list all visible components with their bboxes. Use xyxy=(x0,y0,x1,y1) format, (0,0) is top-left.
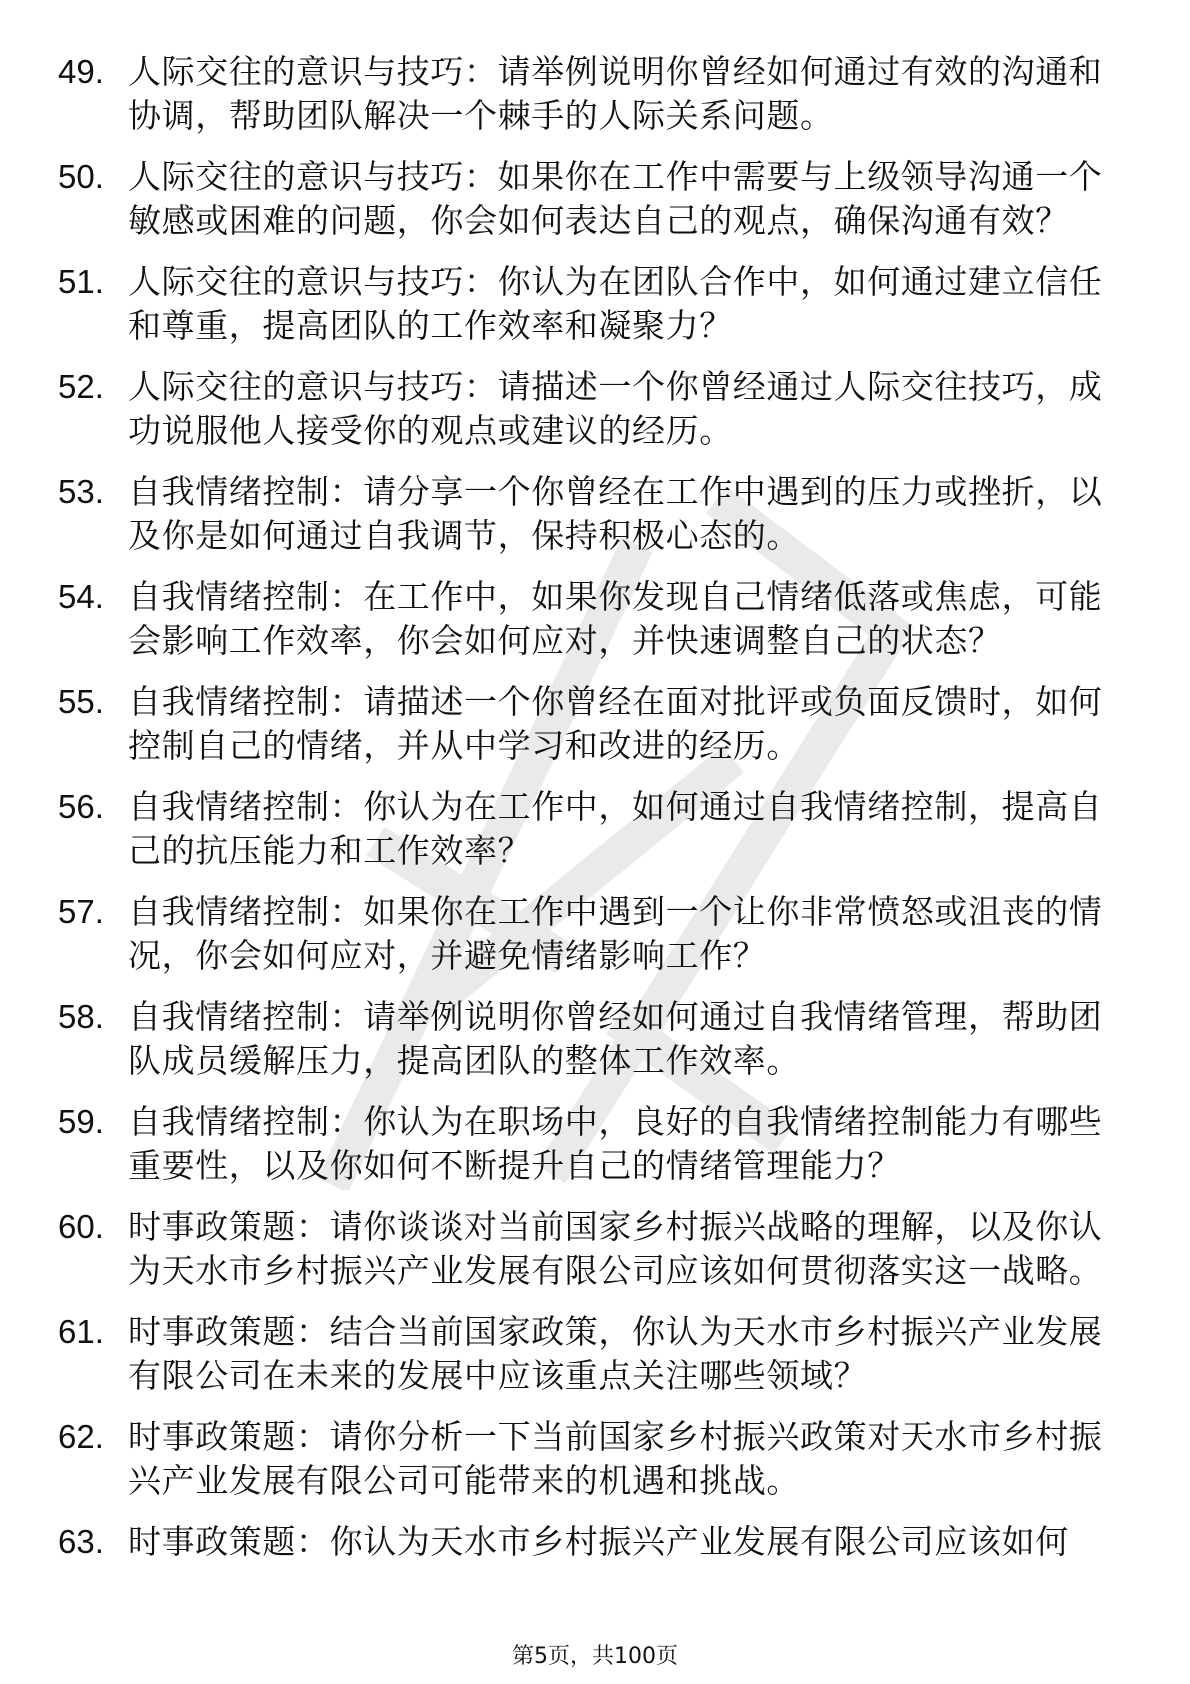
question-item-53 xyxy=(58,470,1118,558)
question-text: 时事政策题：你认为天水市乡村振兴产业发展有限公司应该如何 xyxy=(128,1522,1069,1561)
question-item-57 xyxy=(58,890,1118,978)
question-text: 自我情绪控制：如果你在工作中遇到一个让你非常愤怒或沮丧的情况，你会如何应对，并避免情绪影响工作？ xyxy=(128,892,1103,975)
question-item-58 xyxy=(58,995,1118,1083)
page-footer xyxy=(0,1642,1190,1672)
question-item-60 xyxy=(58,1205,1118,1293)
question-text: 人际交往的意识与技巧：如果你在工作中需要与上级领导沟通一个敏感或困难的问题，你会如何表达自己的观点，确保沟通有效？ xyxy=(128,157,1103,240)
question-item-61 xyxy=(58,1310,1118,1398)
question-item-52 xyxy=(58,365,1118,453)
question-text: 自我情绪控制：你认为在工作中，如何通过自我情绪控制，提高自己的抗压能力和工作效率？ xyxy=(128,787,1103,870)
question-item-59 xyxy=(58,1100,1118,1188)
page-number-label: 第5页，共100页 xyxy=(512,1644,678,1669)
question-list xyxy=(58,50,1118,1581)
question-number: 49. xyxy=(58,53,104,90)
question-item-63 xyxy=(58,1520,1118,1564)
question-number: 57. xyxy=(58,893,104,930)
question-number: 59. xyxy=(58,1103,104,1140)
question-text: 自我情绪控制：你认为在职场中，良好的自我情绪控制能力有哪些重要性，以及你如何不断提升自己的情绪管理能力？ xyxy=(128,1102,1103,1185)
question-number: 56. xyxy=(58,788,104,825)
question-text: 人际交往的意识与技巧：你认为在团队合作中，如何通过建立信任和尊重，提高团队的工作效率和凝聚力？ xyxy=(128,262,1103,345)
question-number: 51. xyxy=(58,263,104,300)
question-item-49 xyxy=(58,50,1118,138)
question-item-54 xyxy=(58,575,1118,663)
question-text: 人际交往的意识与技巧：请举例说明你曾经如何通过有效的沟通和协调，帮助团队解决一个棘手的人际关系问题。 xyxy=(128,52,1103,135)
question-text: 自我情绪控制：请描述一个你曾经在面对批评或负面反馈时，如何控制自己的情绪，并从中学习和改进的经历。 xyxy=(128,682,1103,765)
question-text: 时事政策题：请你谈谈对当前国家乡村振兴战略的理解，以及你认为天水市乡村振兴产业发展有限公司应该如何贯彻落实这一战略。 xyxy=(128,1207,1103,1290)
question-number: 61. xyxy=(58,1313,104,1350)
question-item-51 xyxy=(58,260,1118,348)
question-number: 53. xyxy=(58,473,104,510)
question-number: 55. xyxy=(58,683,104,720)
question-text: 自我情绪控制：请分享一个你曾经在工作中遇到的压力或挫折，以及你是如何通过自我调节，保持积极心态的。 xyxy=(128,472,1103,555)
question-number: 58. xyxy=(58,998,104,1035)
question-text: 自我情绪控制：请举例说明你曾经如何通过自我情绪管理，帮助团队成员缓解压力，提高团队的整体工作效率。 xyxy=(128,997,1103,1080)
question-text: 时事政策题：结合当前国家政策，你认为天水市乡村振兴产业发展有限公司在未来的发展中应该重点关注哪些领域？ xyxy=(128,1312,1103,1395)
question-number: 54. xyxy=(58,578,104,615)
question-item-56 xyxy=(58,785,1118,873)
question-text: 自我情绪控制：在工作中，如果你发现自己情绪低落或焦虑，可能会影响工作效率，你会如何应对，并快速调整自己的状态？ xyxy=(128,577,1103,660)
question-number: 63. xyxy=(58,1523,104,1560)
question-number: 52. xyxy=(58,368,104,405)
question-text: 人际交往的意识与技巧：请描述一个你曾经通过人际交往技巧，成功说服他人接受你的观点或建议的经历。 xyxy=(128,367,1103,450)
question-item-55 xyxy=(58,680,1118,768)
question-item-50 xyxy=(58,155,1118,243)
question-number: 62. xyxy=(58,1418,104,1455)
question-text: 时事政策题：请你分析一下当前国家乡村振兴政策对天水市乡村振兴产业发展有限公司可能带来的机遇和挑战。 xyxy=(128,1417,1103,1500)
question-number: 60. xyxy=(58,1208,104,1245)
question-number: 50. xyxy=(58,158,104,195)
question-item-62 xyxy=(58,1415,1118,1503)
